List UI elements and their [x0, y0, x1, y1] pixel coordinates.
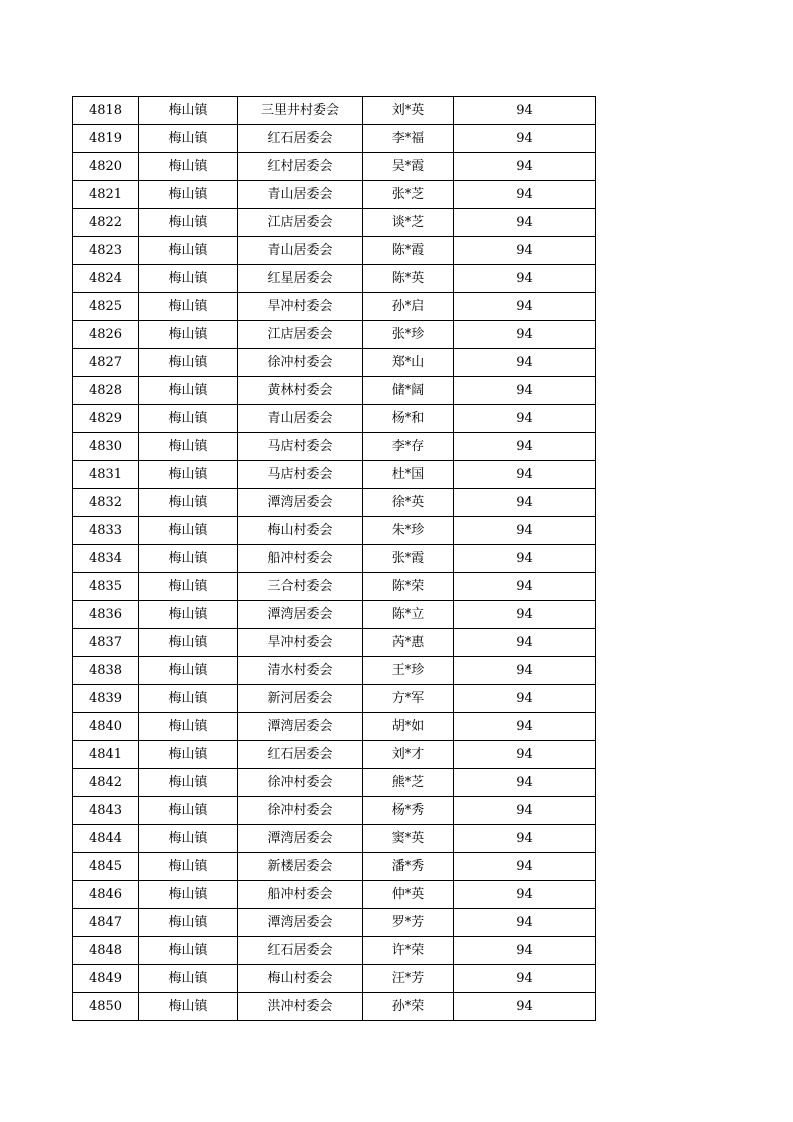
community-cell: 旱冲村委会 [238, 293, 363, 321]
score-cell: 94 [454, 97, 596, 125]
row-number-cell: 4844 [73, 825, 139, 853]
town-cell: 梅山镇 [139, 433, 238, 461]
table-row [73, 237, 596, 265]
table-row [73, 405, 596, 433]
town-cell: 梅山镇 [139, 881, 238, 909]
town-cell: 梅山镇 [139, 965, 238, 993]
community-cell: 潭湾居委会 [238, 489, 363, 517]
score-cell: 94 [454, 993, 596, 1021]
town-cell: 梅山镇 [139, 181, 238, 209]
name-cell: 陈*荣 [363, 573, 454, 601]
town-cell: 梅山镇 [139, 853, 238, 881]
score-cell: 94 [454, 713, 596, 741]
name-cell: 杜*国 [363, 461, 454, 489]
table-row [73, 629, 596, 657]
town-cell: 梅山镇 [139, 909, 238, 937]
row-number-cell: 4825 [73, 293, 139, 321]
town-cell: 梅山镇 [139, 713, 238, 741]
town-cell: 梅山镇 [139, 517, 238, 545]
row-number-cell: 4832 [73, 489, 139, 517]
community-cell: 三里井村委会 [238, 97, 363, 125]
town-cell: 梅山镇 [139, 405, 238, 433]
town-cell: 梅山镇 [139, 573, 238, 601]
score-cell: 94 [454, 293, 596, 321]
table-row [73, 657, 596, 685]
table-row [73, 153, 596, 181]
score-cell: 94 [454, 853, 596, 881]
roster-table-body [73, 97, 596, 1021]
town-cell: 梅山镇 [139, 237, 238, 265]
community-cell: 马店村委会 [238, 461, 363, 489]
name-cell: 张*霞 [363, 545, 454, 573]
score-cell: 94 [454, 685, 596, 713]
name-cell: 孙*荣 [363, 993, 454, 1021]
row-number-cell: 4826 [73, 321, 139, 349]
name-cell: 张*珍 [363, 321, 454, 349]
table-row [73, 433, 596, 461]
row-number-cell: 4820 [73, 153, 139, 181]
name-cell: 熊*芝 [363, 769, 454, 797]
row-number-cell: 4819 [73, 125, 139, 153]
name-cell: 徐*英 [363, 489, 454, 517]
name-cell: 储*阔 [363, 377, 454, 405]
row-number-cell: 4834 [73, 545, 139, 573]
community-cell: 梅山村委会 [238, 517, 363, 545]
name-cell: 刘*才 [363, 741, 454, 769]
community-cell: 红石居委会 [238, 125, 363, 153]
row-number-cell: 4848 [73, 937, 139, 965]
town-cell: 梅山镇 [139, 937, 238, 965]
table-row [73, 601, 596, 629]
name-cell: 方*军 [363, 685, 454, 713]
town-cell: 梅山镇 [139, 629, 238, 657]
table-row [73, 685, 596, 713]
row-number-cell: 4842 [73, 769, 139, 797]
name-cell: 杨*秀 [363, 797, 454, 825]
table-row [73, 517, 596, 545]
table-row [73, 545, 596, 573]
community-cell: 红石居委会 [238, 741, 363, 769]
name-cell: 胡*如 [363, 713, 454, 741]
score-cell: 94 [454, 349, 596, 377]
name-cell: 芮*惠 [363, 629, 454, 657]
table-row [73, 853, 596, 881]
score-cell: 94 [454, 181, 596, 209]
name-cell: 陈*英 [363, 265, 454, 293]
town-cell: 梅山镇 [139, 349, 238, 377]
score-cell: 94 [454, 965, 596, 993]
score-cell: 94 [454, 629, 596, 657]
community-cell: 新河居委会 [238, 685, 363, 713]
town-cell: 梅山镇 [139, 601, 238, 629]
table-row [73, 461, 596, 489]
score-cell: 94 [454, 153, 596, 181]
row-number-cell: 4835 [73, 573, 139, 601]
name-cell: 刘*英 [363, 97, 454, 125]
community-cell: 红星居委会 [238, 265, 363, 293]
community-cell: 旱冲村委会 [238, 629, 363, 657]
community-cell: 清水村委会 [238, 657, 363, 685]
table-row [73, 881, 596, 909]
table-row [73, 797, 596, 825]
table-row [73, 293, 596, 321]
score-cell: 94 [454, 937, 596, 965]
row-number-cell: 4843 [73, 797, 139, 825]
table-row [73, 265, 596, 293]
table-row [73, 181, 596, 209]
table-row [73, 125, 596, 153]
name-cell: 汪*芳 [363, 965, 454, 993]
row-number-cell: 4823 [73, 237, 139, 265]
community-cell: 潭湾居委会 [238, 601, 363, 629]
name-cell: 陈*立 [363, 601, 454, 629]
community-cell: 船冲村委会 [238, 545, 363, 573]
table-row [73, 209, 596, 237]
town-cell: 梅山镇 [139, 685, 238, 713]
name-cell: 朱*珍 [363, 517, 454, 545]
town-cell: 梅山镇 [139, 993, 238, 1021]
score-cell: 94 [454, 265, 596, 293]
score-cell: 94 [454, 433, 596, 461]
town-cell: 梅山镇 [139, 769, 238, 797]
row-number-cell: 4828 [73, 377, 139, 405]
name-cell: 王*珍 [363, 657, 454, 685]
row-number-cell: 4845 [73, 853, 139, 881]
row-number-cell: 4849 [73, 965, 139, 993]
community-cell: 江店居委会 [238, 209, 363, 237]
name-cell: 张*芝 [363, 181, 454, 209]
row-number-cell: 4840 [73, 713, 139, 741]
name-cell: 吴*霞 [363, 153, 454, 181]
community-cell: 潭湾居委会 [238, 713, 363, 741]
roster-table [72, 96, 596, 1021]
table-row [73, 909, 596, 937]
row-number-cell: 4818 [73, 97, 139, 125]
row-number-cell: 4839 [73, 685, 139, 713]
name-cell: 潘*秀 [363, 853, 454, 881]
score-cell: 94 [454, 209, 596, 237]
row-number-cell: 4822 [73, 209, 139, 237]
table-row [73, 97, 596, 125]
row-number-cell: 4847 [73, 909, 139, 937]
table-row [73, 489, 596, 517]
community-cell: 三合村委会 [238, 573, 363, 601]
table-row [73, 965, 596, 993]
community-cell: 船冲村委会 [238, 881, 363, 909]
community-cell: 青山居委会 [238, 181, 363, 209]
table-row [73, 321, 596, 349]
score-cell: 94 [454, 321, 596, 349]
name-cell: 仲*英 [363, 881, 454, 909]
town-cell: 梅山镇 [139, 741, 238, 769]
town-cell: 梅山镇 [139, 545, 238, 573]
town-cell: 梅山镇 [139, 153, 238, 181]
score-cell: 94 [454, 237, 596, 265]
table-row [73, 713, 596, 741]
community-cell: 梅山村委会 [238, 965, 363, 993]
score-cell: 94 [454, 517, 596, 545]
town-cell: 梅山镇 [139, 657, 238, 685]
table-row [73, 993, 596, 1021]
score-cell: 94 [454, 461, 596, 489]
name-cell: 孙*启 [363, 293, 454, 321]
community-cell: 潭湾居委会 [238, 909, 363, 937]
table-row [73, 573, 596, 601]
town-cell: 梅山镇 [139, 797, 238, 825]
row-number-cell: 4836 [73, 601, 139, 629]
score-cell: 94 [454, 909, 596, 937]
score-cell: 94 [454, 769, 596, 797]
score-cell: 94 [454, 825, 596, 853]
name-cell: 杨*和 [363, 405, 454, 433]
score-cell: 94 [454, 489, 596, 517]
community-cell: 徐冲村委会 [238, 797, 363, 825]
name-cell: 陈*霞 [363, 237, 454, 265]
town-cell: 梅山镇 [139, 293, 238, 321]
row-number-cell: 4831 [73, 461, 139, 489]
community-cell: 马店村委会 [238, 433, 363, 461]
community-cell: 潭湾居委会 [238, 825, 363, 853]
community-cell: 黄林村委会 [238, 377, 363, 405]
row-number-cell: 4833 [73, 517, 139, 545]
table-row [73, 741, 596, 769]
name-cell: 窦*英 [363, 825, 454, 853]
town-cell: 梅山镇 [139, 265, 238, 293]
score-cell: 94 [454, 545, 596, 573]
town-cell: 梅山镇 [139, 377, 238, 405]
town-cell: 梅山镇 [139, 125, 238, 153]
town-cell: 梅山镇 [139, 825, 238, 853]
row-number-cell: 4829 [73, 405, 139, 433]
community-cell: 红村居委会 [238, 153, 363, 181]
name-cell: 许*荣 [363, 937, 454, 965]
row-number-cell: 4824 [73, 265, 139, 293]
community-cell: 青山居委会 [238, 405, 363, 433]
town-cell: 梅山镇 [139, 461, 238, 489]
row-number-cell: 4837 [73, 629, 139, 657]
community-cell: 红石居委会 [238, 937, 363, 965]
name-cell: 李*存 [363, 433, 454, 461]
score-cell: 94 [454, 657, 596, 685]
community-cell: 徐冲村委会 [238, 349, 363, 377]
community-cell: 江店居委会 [238, 321, 363, 349]
community-cell: 青山居委会 [238, 237, 363, 265]
community-cell: 新楼居委会 [238, 853, 363, 881]
name-cell: 罗*芳 [363, 909, 454, 937]
row-number-cell: 4841 [73, 741, 139, 769]
table-row [73, 937, 596, 965]
row-number-cell: 4830 [73, 433, 139, 461]
score-cell: 94 [454, 741, 596, 769]
town-cell: 梅山镇 [139, 97, 238, 125]
table-row [73, 769, 596, 797]
table-row [73, 825, 596, 853]
score-cell: 94 [454, 573, 596, 601]
community-cell: 徐冲村委会 [238, 769, 363, 797]
town-cell: 梅山镇 [139, 209, 238, 237]
score-cell: 94 [454, 405, 596, 433]
town-cell: 梅山镇 [139, 489, 238, 517]
score-cell: 94 [454, 601, 596, 629]
score-cell: 94 [454, 377, 596, 405]
table-row [73, 349, 596, 377]
row-number-cell: 4846 [73, 881, 139, 909]
row-number-cell: 4821 [73, 181, 139, 209]
community-cell: 洪冲村委会 [238, 993, 363, 1021]
name-cell: 谈*芝 [363, 209, 454, 237]
table-row [73, 377, 596, 405]
score-cell: 94 [454, 797, 596, 825]
row-number-cell: 4850 [73, 993, 139, 1021]
row-number-cell: 4827 [73, 349, 139, 377]
name-cell: 李*福 [363, 125, 454, 153]
score-cell: 94 [454, 125, 596, 153]
name-cell: 郑*山 [363, 349, 454, 377]
score-cell: 94 [454, 881, 596, 909]
row-number-cell: 4838 [73, 657, 139, 685]
town-cell: 梅山镇 [139, 321, 238, 349]
